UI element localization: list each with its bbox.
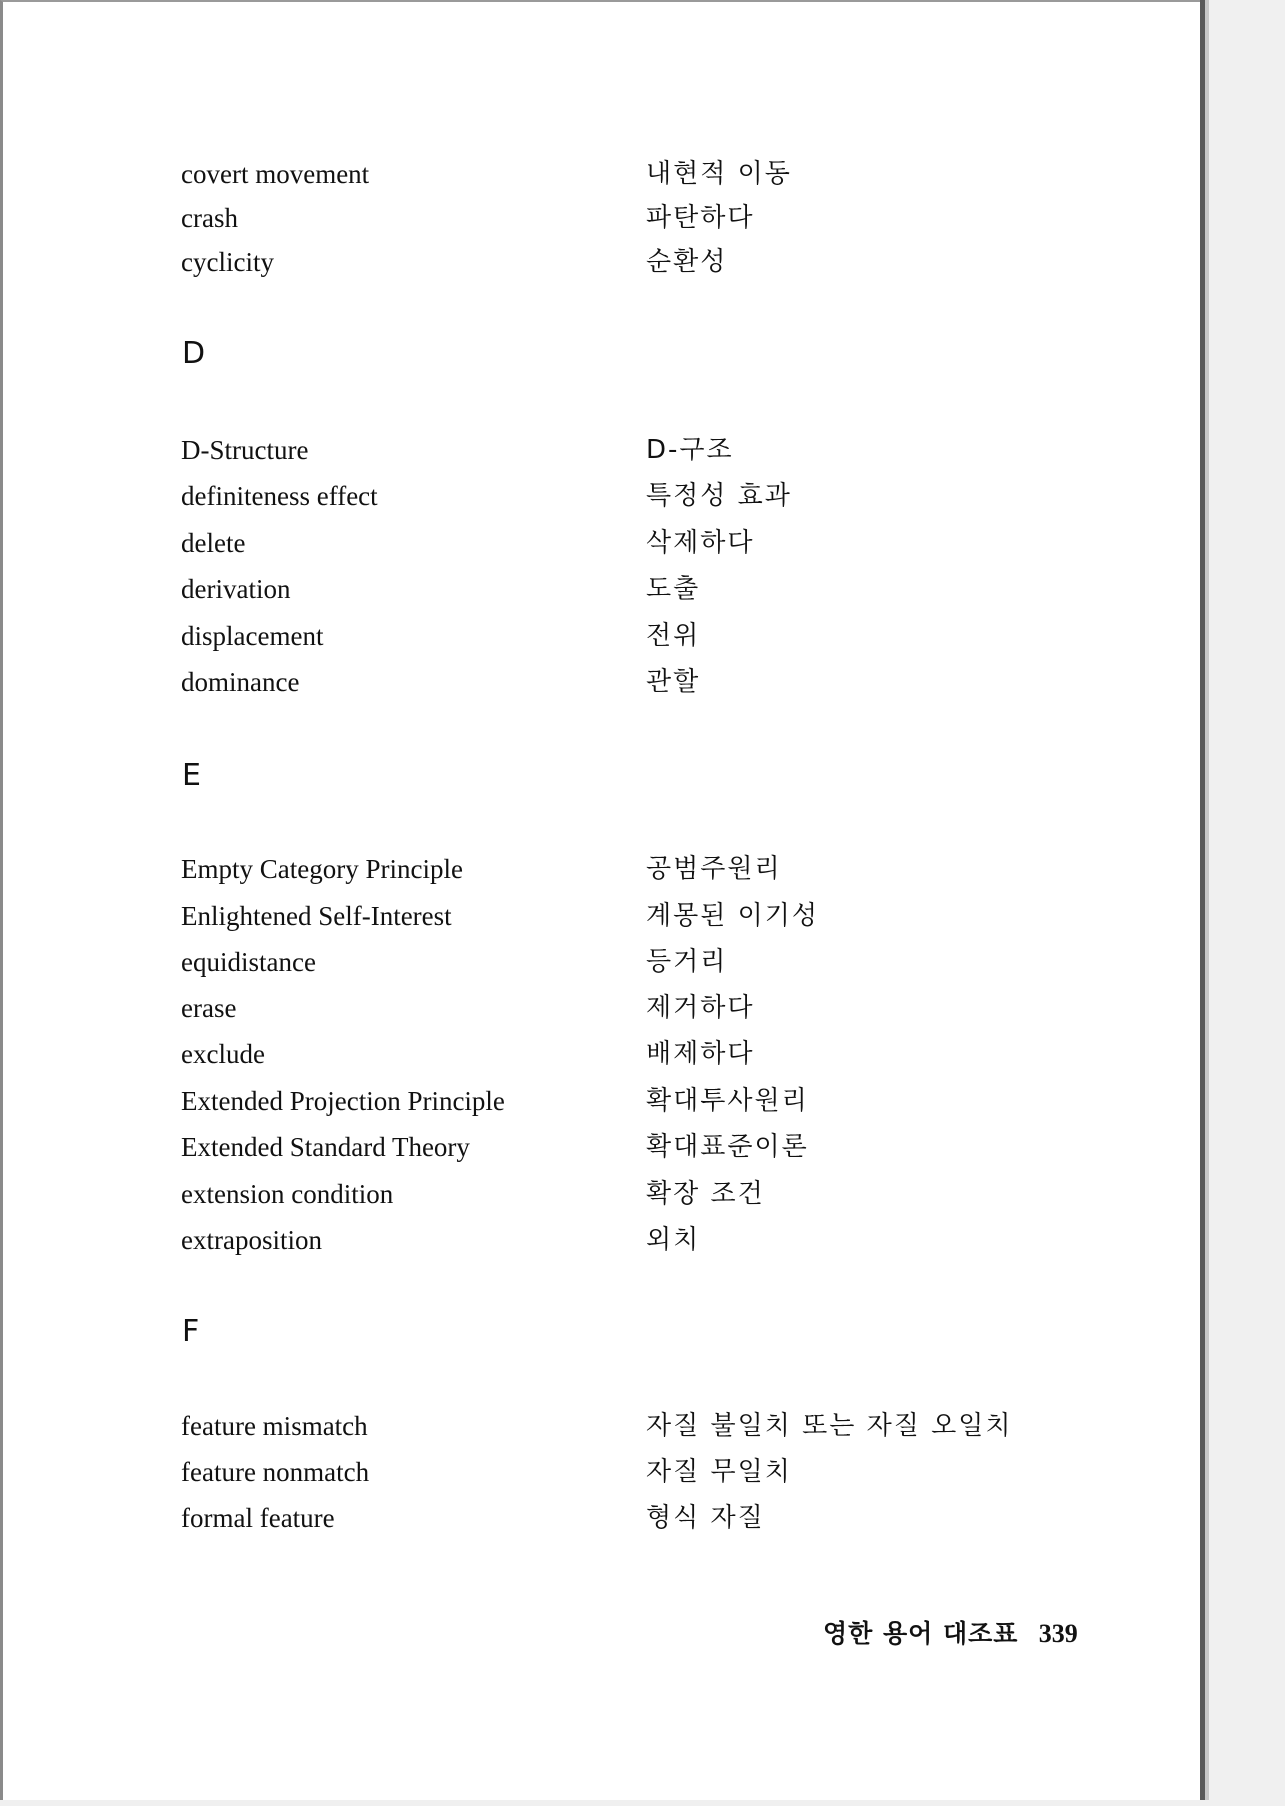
korean-term: 자질 불일치 또는 자질 오일치 <box>646 1411 1013 1441</box>
korean-term: 확장 조건 <box>646 1179 765 1209</box>
korean-term: 배제하다 <box>646 1039 755 1069</box>
english-term: Extended Standard Theory <box>181 1132 470 1162</box>
korean-term: 관할 <box>646 667 701 697</box>
korean-term: 도출 <box>646 574 701 604</box>
english-term: extension condition <box>181 1179 394 1209</box>
glossary-entry <box>181 849 1081 889</box>
english-term: definiteness effect <box>181 481 378 511</box>
glossary-entry <box>181 662 1081 702</box>
glossary-entry <box>181 154 1081 194</box>
glossary-entry <box>181 1452 1081 1492</box>
english-term: cyclicity <box>181 247 274 277</box>
glossary-entry <box>181 942 1081 982</box>
glossary-entry <box>181 896 1081 936</box>
english-term: derivation <box>181 574 291 604</box>
korean-term: 파탄하다 <box>646 203 755 233</box>
glossary-entry <box>181 1127 1081 1167</box>
korean-term: 삭제하다 <box>646 528 755 558</box>
glossary-entry <box>181 523 1081 563</box>
english-term: dominance <box>181 667 300 697</box>
english-term: Extended Projection Principle <box>181 1086 505 1116</box>
glossary-entry <box>181 1406 1081 1446</box>
glossary-entry <box>181 988 1081 1028</box>
section-letter: E <box>182 758 201 793</box>
glossary-entry <box>181 1081 1081 1121</box>
english-term: feature nonmatch <box>181 1457 370 1487</box>
korean-term: 특정성 효과 <box>646 481 792 511</box>
glossary-entry <box>181 476 1081 516</box>
english-term: delete <box>181 528 246 558</box>
english-term: D-Structure <box>181 435 309 465</box>
english-term: Empty Category Principle <box>181 854 463 884</box>
korean-term: 계몽된 이기성 <box>646 901 819 931</box>
english-term: exclude <box>181 1039 265 1069</box>
page-number: 339 <box>1038 1619 1078 1648</box>
english-term: displacement <box>181 621 324 651</box>
korean-term: 순환성 <box>646 247 728 277</box>
glossary-entry <box>181 569 1081 609</box>
english-term: erase <box>181 993 237 1023</box>
glossary-entry <box>181 1220 1081 1260</box>
english-term: formal feature <box>181 1503 335 1533</box>
korean-term: 전위 <box>646 621 701 651</box>
korean-term: 형식 자질 <box>646 1503 765 1533</box>
korean-term: 등거리 <box>646 947 728 977</box>
korean-term: 확대표준이론 <box>646 1132 809 1162</box>
korean-term: 외치 <box>646 1225 701 1255</box>
korean-term: D-구조 <box>646 435 734 465</box>
korean-term: 제거하다 <box>646 993 755 1023</box>
page-footer <box>823 1614 1078 1650</box>
korean-term: 내현적 이동 <box>646 159 792 189</box>
glossary-entry <box>181 1498 1081 1538</box>
glossary-entry <box>181 430 1081 470</box>
glossary-entry <box>181 616 1081 656</box>
korean-term: 공범주원리 <box>646 854 782 884</box>
english-term: extraposition <box>181 1225 322 1255</box>
glossary-entry <box>181 242 1081 282</box>
running-title: 영한 용어 대조표 <box>823 1619 1019 1648</box>
section-letter: F <box>182 1314 200 1349</box>
english-term: covert movement <box>181 159 370 189</box>
korean-term: 자질 무일치 <box>646 1457 792 1487</box>
english-term: crash <box>181 203 238 233</box>
glossary-entry <box>181 198 1081 238</box>
korean-term: 확대투사원리 <box>646 1086 809 1116</box>
glossary-entry <box>181 1034 1081 1074</box>
english-term: equidistance <box>181 947 316 977</box>
glossary-entry <box>181 1174 1081 1214</box>
english-term: Enlightened Self-Interest <box>181 901 452 931</box>
section-letter: D <box>182 336 206 371</box>
english-term: feature mismatch <box>181 1411 368 1441</box>
